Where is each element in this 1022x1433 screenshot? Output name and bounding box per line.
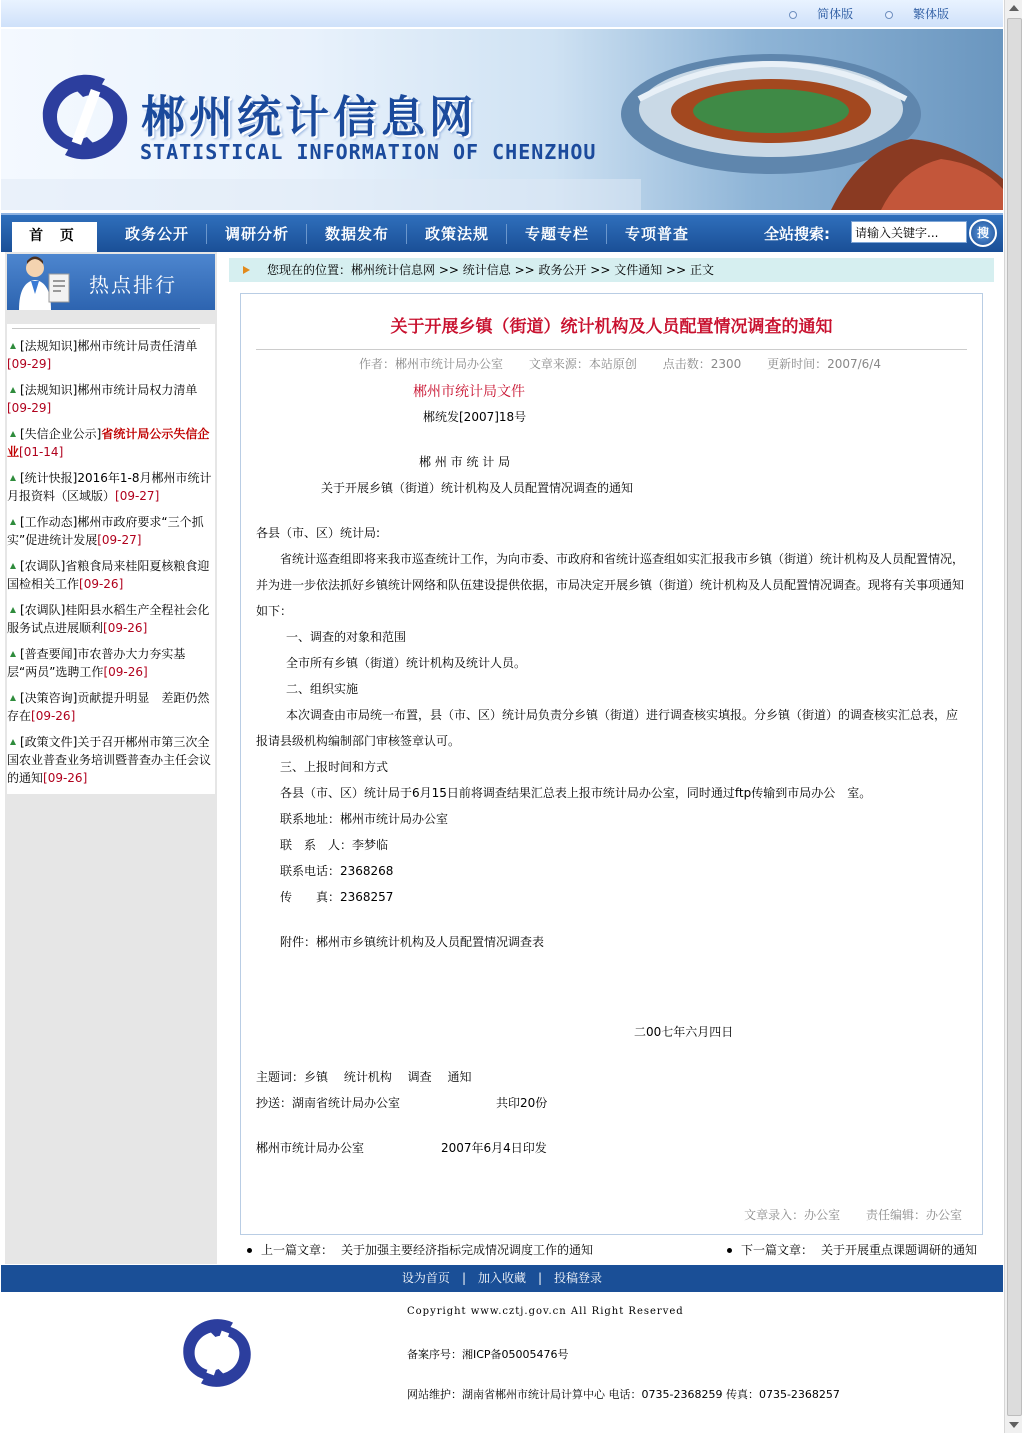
breadcrumb bbox=[229, 258, 994, 282]
list-item-title[interactable]: [普查要闻]市农普办大力夯实基层“两员”选聘工作 bbox=[7, 647, 186, 679]
list-item-title[interactable]: [法规知识]郴州市统计局责任清单 bbox=[20, 339, 198, 353]
section-2-heading: 二、组织实施 bbox=[286, 682, 359, 696]
next-title-link[interactable]: 关于开展重点课题调研的通知 bbox=[820, 1243, 977, 1257]
list-item-title[interactable]: [法规知识]郴州市统计局权力清单 bbox=[20, 383, 198, 397]
list-item-title[interactable]: [政策文件]关于召开郴州市第三次全国农业普查业务培训暨普查办主任会议的通知 bbox=[7, 735, 212, 785]
meta-source: 文章来源：本站原创 bbox=[528, 357, 637, 371]
doc-date: 二00七年六月四日 bbox=[634, 1025, 734, 1039]
divider bbox=[256, 349, 967, 350]
footer-info bbox=[1, 1292, 1003, 1433]
article-title: 关于开展乡镇（街道）统计机构及人员配置情况调查的通知 bbox=[390, 317, 833, 337]
article-footer bbox=[722, 1206, 962, 1223]
person-with-document-icon bbox=[11, 254, 81, 310]
article-meta bbox=[359, 355, 903, 372]
vertical-scrollbar[interactable] bbox=[1004, 0, 1022, 1433]
site-banner bbox=[1, 29, 1003, 210]
submit-login-link[interactable]: 投稿登录 bbox=[554, 1271, 603, 1285]
breadcrumb-label: 您现在的位置： bbox=[267, 263, 352, 277]
simplified-label[interactable]: 简体版 bbox=[817, 7, 854, 21]
next-article[interactable] bbox=[727, 1241, 977, 1258]
list-item-date: [09-29] bbox=[7, 401, 52, 415]
site-subtitle: STATISTICAL INFORMATION OF CHENZHOU bbox=[140, 140, 597, 164]
list-item-title[interactable]: [统计快报]2016年1-8月郴州市统计月报资料（区域版） bbox=[7, 471, 212, 503]
arrow-right-icon bbox=[243, 266, 250, 274]
list-item-date: [01-14] bbox=[19, 445, 64, 459]
prev-article[interactable] bbox=[247, 1241, 593, 1258]
maintenance-info: 网站维护：湖南省郴州市统计局计算中心 电话：0735-2368259 传真：0735-2368257 bbox=[407, 1388, 840, 1401]
list-item-date: [09-26] bbox=[103, 621, 148, 635]
separator: | bbox=[538, 1271, 543, 1285]
nav-separator bbox=[606, 224, 607, 244]
language-switch bbox=[761, 5, 949, 22]
doc-header: 郴州市统计局文件 bbox=[413, 384, 525, 400]
arrow-up-icon bbox=[10, 607, 16, 613]
list-item[interactable] bbox=[7, 689, 215, 725]
breadcrumb-path[interactable]: 郴州统计信息网 >> 统计信息 >> 政务公开 >> 文件通知 >> 正文 bbox=[351, 263, 714, 277]
bullet-icon bbox=[247, 1248, 252, 1253]
add-favorite-link[interactable]: 加入收藏 bbox=[477, 1271, 526, 1285]
list-item[interactable] bbox=[7, 733, 215, 787]
prev-next-nav bbox=[247, 1241, 977, 1261]
site-title: 郴州统计信息网 bbox=[141, 92, 477, 143]
salutation: 各县（市、区）统计局: bbox=[256, 526, 381, 540]
meta-hits: 点击数：2300 bbox=[662, 357, 742, 371]
bullet-icon bbox=[789, 11, 797, 19]
para-1c: 如下： bbox=[256, 604, 293, 618]
simplified-link[interactable] bbox=[789, 5, 853, 22]
separator: | bbox=[461, 1271, 466, 1285]
arrow-up-icon bbox=[10, 563, 16, 569]
traditional-label[interactable]: 繁体版 bbox=[912, 7, 949, 21]
scroll-up-icon[interactable] bbox=[1009, 5, 1019, 11]
main-nav bbox=[1, 213, 1003, 252]
list-item-title[interactable]: [工作动态]郴州市政府要求“三个抓实”促进统计发展 bbox=[7, 515, 204, 547]
footer-nav bbox=[1, 1265, 1003, 1292]
footer-logo-icon bbox=[174, 1313, 260, 1393]
meta-author: 作者：郴州市统计局办公室 bbox=[359, 357, 504, 371]
site-logo-icon bbox=[35, 67, 135, 167]
keywords: 主题词：乡镇 统计机构 调查 通知 bbox=[256, 1070, 472, 1084]
cc: 抄送：湖南省统计局办公室 bbox=[256, 1096, 401, 1110]
meta-updated: 更新时间：2007/6/4 bbox=[767, 357, 881, 371]
set-homepage-link[interactable]: 设为首页 bbox=[401, 1271, 450, 1285]
hot-ranking-header bbox=[7, 254, 215, 310]
prev-title-link[interactable]: 关于加强主要经济指标完成情况调度工作的通知 bbox=[341, 1243, 594, 1257]
list-item-date: [09-27] bbox=[115, 489, 160, 503]
list-item[interactable] bbox=[7, 381, 215, 417]
divider bbox=[12, 328, 200, 329]
list-item[interactable] bbox=[7, 601, 215, 637]
nav-data-release[interactable]: 数据发布 bbox=[325, 225, 390, 243]
contact-phone: 联系电话：2368268 bbox=[280, 864, 394, 878]
scroll-down-icon[interactable] bbox=[1009, 1422, 1019, 1428]
list-item-category[interactable]: [失信企业公示] bbox=[20, 427, 102, 441]
contact-person: 联 系 人：李梦临 bbox=[280, 838, 389, 852]
doc-title: 关于开展乡镇（街道）统计机构及人员配置情况调查的通知 bbox=[321, 481, 634, 495]
entry-by: 文章录入：办公室 bbox=[744, 1208, 841, 1222]
sidebar-title: 热点排行 bbox=[89, 273, 177, 297]
attachment: 附件：郴州市乡镇统计机构及人员配置情况调查表 bbox=[280, 935, 545, 949]
prev-label: 上一篇文章： bbox=[261, 1243, 334, 1257]
article bbox=[240, 293, 983, 1235]
nav-separator bbox=[306, 224, 307, 244]
search-label: 全站搜索: bbox=[764, 225, 830, 243]
print-date: 2007年6月4日印发 bbox=[441, 1141, 547, 1155]
para-1: 省统计巡查组即将来我市巡查统计工作，为向市委、市政府和省统计巡查组如实汇报我市乡镇（街道）统计机构及人员配置情况， bbox=[280, 552, 965, 566]
list-item-date: [09-26] bbox=[103, 665, 148, 679]
nav-research[interactable]: 调研分析 bbox=[225, 225, 290, 243]
list-item[interactable] bbox=[7, 645, 215, 681]
list-item[interactable] bbox=[7, 337, 215, 373]
sidebar bbox=[5, 252, 217, 1264]
breadcrumb-text bbox=[267, 258, 714, 282]
search-input[interactable] bbox=[851, 221, 967, 243]
list-item-title[interactable]: [决策咨询]贡献提升明显 差距仍然存在 bbox=[7, 691, 210, 723]
nav-separator bbox=[206, 224, 207, 244]
nav-separator bbox=[406, 224, 407, 244]
list-item-title[interactable]: [农调队]桂阳县水稻生产全程社会化服务试点进展顺利 bbox=[7, 603, 210, 635]
list-item[interactable] bbox=[7, 557, 215, 593]
arrow-up-icon bbox=[10, 695, 16, 701]
section-3-heading: 三、上报时间和方式 bbox=[280, 760, 389, 774]
list-item[interactable] bbox=[7, 425, 215, 461]
arrow-up-icon bbox=[10, 387, 16, 393]
issuing-office: 郴州市统计局办公室 bbox=[256, 1141, 365, 1155]
section-1-body: 全市所有乡镇（街道）统计机构及统计人员。 bbox=[286, 656, 527, 670]
list-item-date: [09-26] bbox=[31, 709, 76, 723]
list-item-date: [09-29] bbox=[7, 357, 52, 371]
arrow-up-icon bbox=[10, 519, 16, 525]
nav-census[interactable]: 专项普查 bbox=[625, 225, 690, 243]
arrow-up-icon bbox=[10, 651, 16, 657]
list-item[interactable] bbox=[7, 513, 215, 549]
nav-separator bbox=[506, 224, 507, 244]
nav-government-affairs[interactable]: 政务公开 bbox=[125, 225, 190, 243]
list-item-title[interactable]: [农调队]省粮食局来桂阳夏核粮食迎国检相关工作 bbox=[7, 559, 210, 591]
icp-record: 备案序号：湘ICP备05005476号 bbox=[407, 1348, 569, 1361]
para-1b: 并为进一步依法抓好乡镇统计网络和队伍建设提供依据，市局决定开展乡镇（街道）统计机构及人员配置情况调查。现将有关事项通知 bbox=[256, 578, 965, 592]
arrow-up-icon bbox=[10, 739, 16, 745]
arrow-up-icon bbox=[10, 343, 16, 349]
section-2-body-2: 报请县级机构编制部门审核签章认可。 bbox=[256, 734, 461, 748]
next-label: 下一篇文章： bbox=[740, 1243, 813, 1257]
traditional-link[interactable] bbox=[885, 5, 949, 22]
search-button[interactable]: 搜 bbox=[969, 219, 997, 247]
list-item[interactable] bbox=[7, 469, 215, 505]
hot-ranking-list bbox=[7, 324, 215, 794]
arrow-up-icon bbox=[10, 431, 16, 437]
list-item-date: [09-27] bbox=[97, 533, 142, 547]
copies: 共印20份 bbox=[496, 1096, 548, 1110]
list-item-title[interactable]: 省统计局公示失信企业 bbox=[7, 427, 210, 459]
copyright: Copyright www.cztj.gov.cn All Right Reserved bbox=[407, 1306, 684, 1317]
nav-home[interactable]: 首 页 bbox=[12, 222, 97, 252]
nav-topics[interactable]: 专题专栏 bbox=[525, 225, 590, 243]
top-bar bbox=[1, 0, 1003, 27]
section-2-body: 本次调查由市局统一布置，县（市、区）统计局负责分乡镇（街道）进行调查核实填报。分乡镇（街道）的调查核实汇总表，应 bbox=[286, 708, 959, 722]
bullet-icon bbox=[885, 11, 893, 19]
doc-issuer: 郴 州 市 统 计 局 bbox=[419, 455, 511, 469]
section-3-body: 各县（市、区）统计局于6月15日前将调查结果汇总表上报市统计局办公室，同时通过ftp传输到市局办公 室。 bbox=[280, 786, 872, 800]
nav-policy[interactable]: 政策法规 bbox=[425, 225, 490, 243]
section-1-heading: 一、调查的对象和范围 bbox=[286, 630, 407, 644]
page bbox=[1, 0, 1003, 1433]
contact-fax: 传 真：2368257 bbox=[280, 890, 394, 904]
arrow-up-icon bbox=[10, 475, 16, 481]
bullet-icon bbox=[727, 1248, 732, 1253]
contact-address: 联系地址：郴州市统计局办公室 bbox=[280, 812, 449, 826]
editor: 责任编辑：办公室 bbox=[865, 1208, 962, 1222]
list-item-date: [09-26] bbox=[79, 577, 124, 591]
doc-number: 郴统发[2007]18号 bbox=[423, 410, 527, 424]
scrollbar-thumb[interactable] bbox=[1007, 18, 1022, 1416]
list-item-date: [09-26] bbox=[43, 771, 88, 785]
